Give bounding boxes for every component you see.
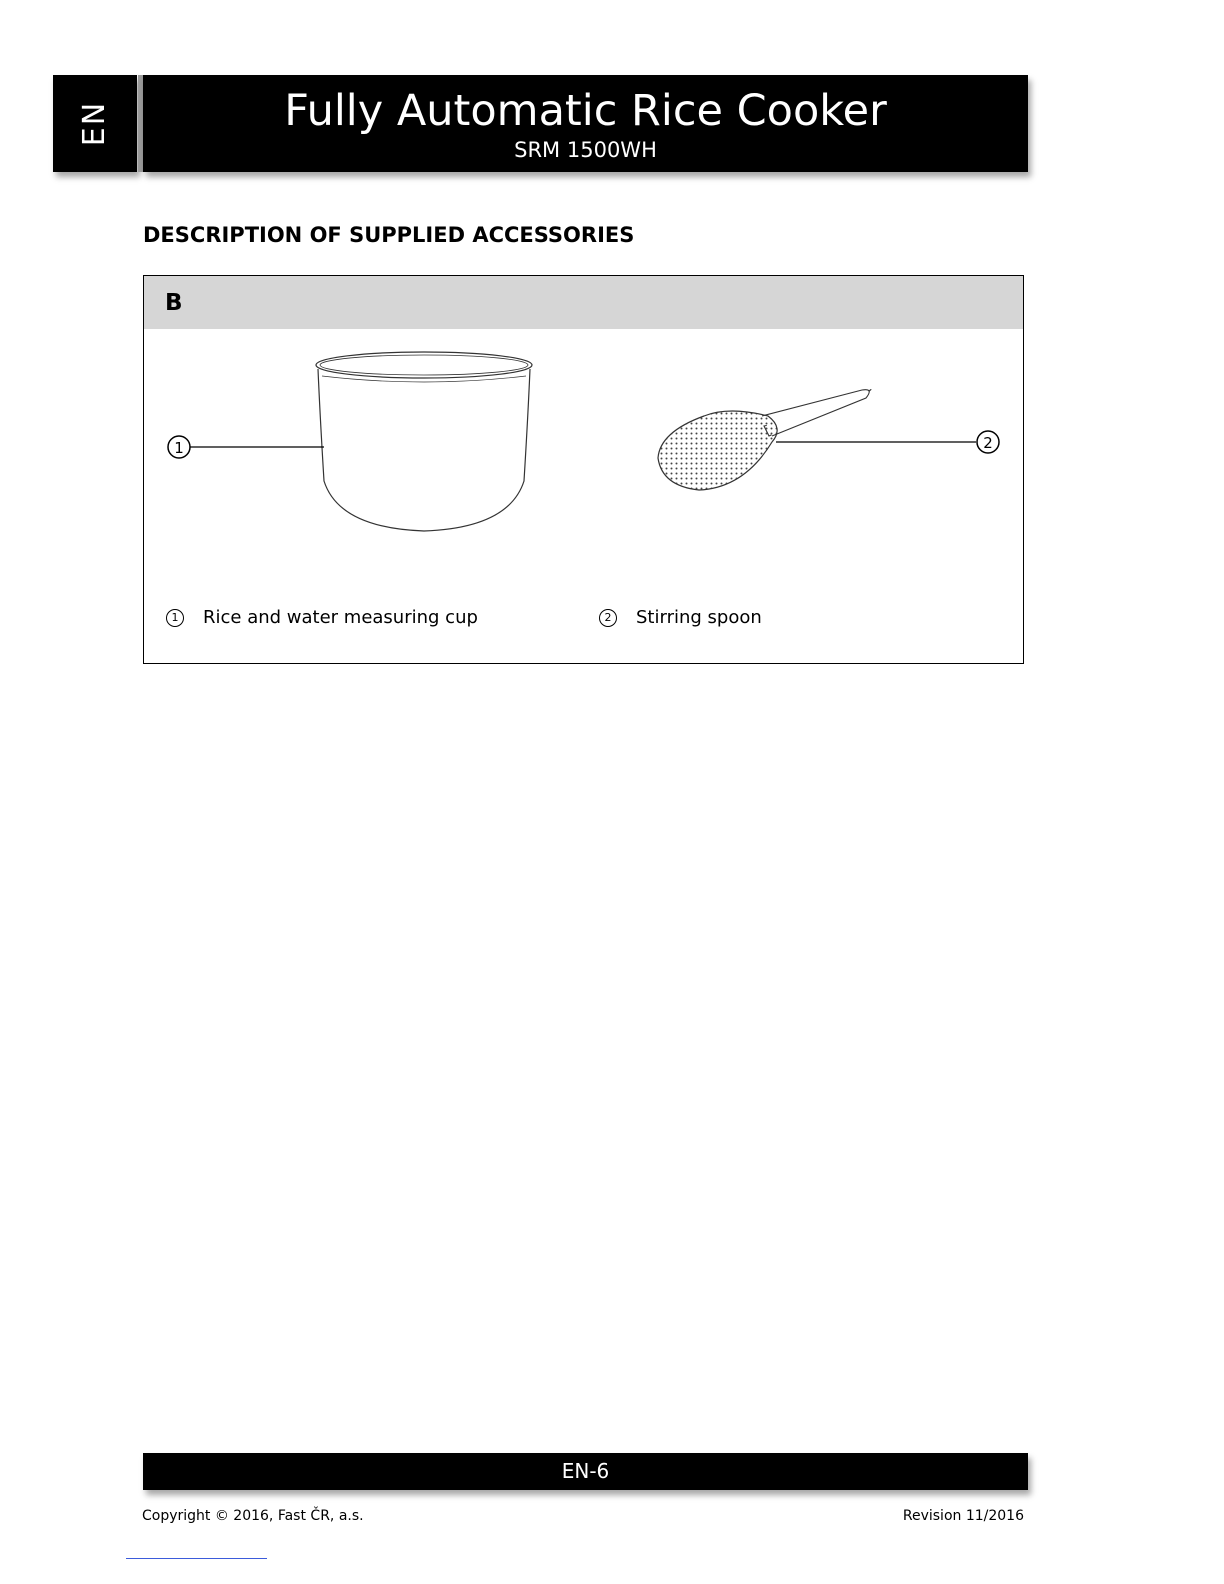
model-number: SRM 1500WH <box>514 138 657 162</box>
figure-letter: B <box>165 290 183 316</box>
bottom-rule <box>126 1558 267 1559</box>
legend-item-stirring-spoon <box>599 606 762 630</box>
header-banner <box>143 75 1028 172</box>
revision-text: Revision 11/2016 <box>902 1508 1024 1524</box>
language-label: EN <box>77 100 113 147</box>
section-heading: DESCRIPTION OF SUPPLIED ACCESSORIES <box>143 223 635 247</box>
legend-number: 2 <box>599 609 617 627</box>
measuring-cup-drawing <box>316 352 532 531</box>
page-number: EN-6 <box>561 1459 610 1483</box>
stirring-spoon-drawing <box>658 390 871 490</box>
document-title: Fully Automatic Rice Cooker <box>284 86 887 136</box>
copyright-text: Copyright © 2016, Fast ČR, a.s. <box>142 1508 364 1524</box>
callout-1-marker <box>168 436 324 458</box>
legend-label: Stirring spoon <box>636 607 762 628</box>
callout-2-marker <box>776 431 999 453</box>
svg-text:2: 2 <box>983 434 993 452</box>
svg-text:1: 1 <box>174 439 184 457</box>
language-tab <box>53 75 137 172</box>
page-number-bar <box>143 1453 1028 1490</box>
legend-number: 1 <box>166 609 184 627</box>
legend-label: Rice and water measuring cup <box>203 607 478 628</box>
accessories-panel <box>143 275 1024 664</box>
legend-item-measuring-cup <box>166 606 478 630</box>
accessories-illustration <box>144 276 1023 663</box>
